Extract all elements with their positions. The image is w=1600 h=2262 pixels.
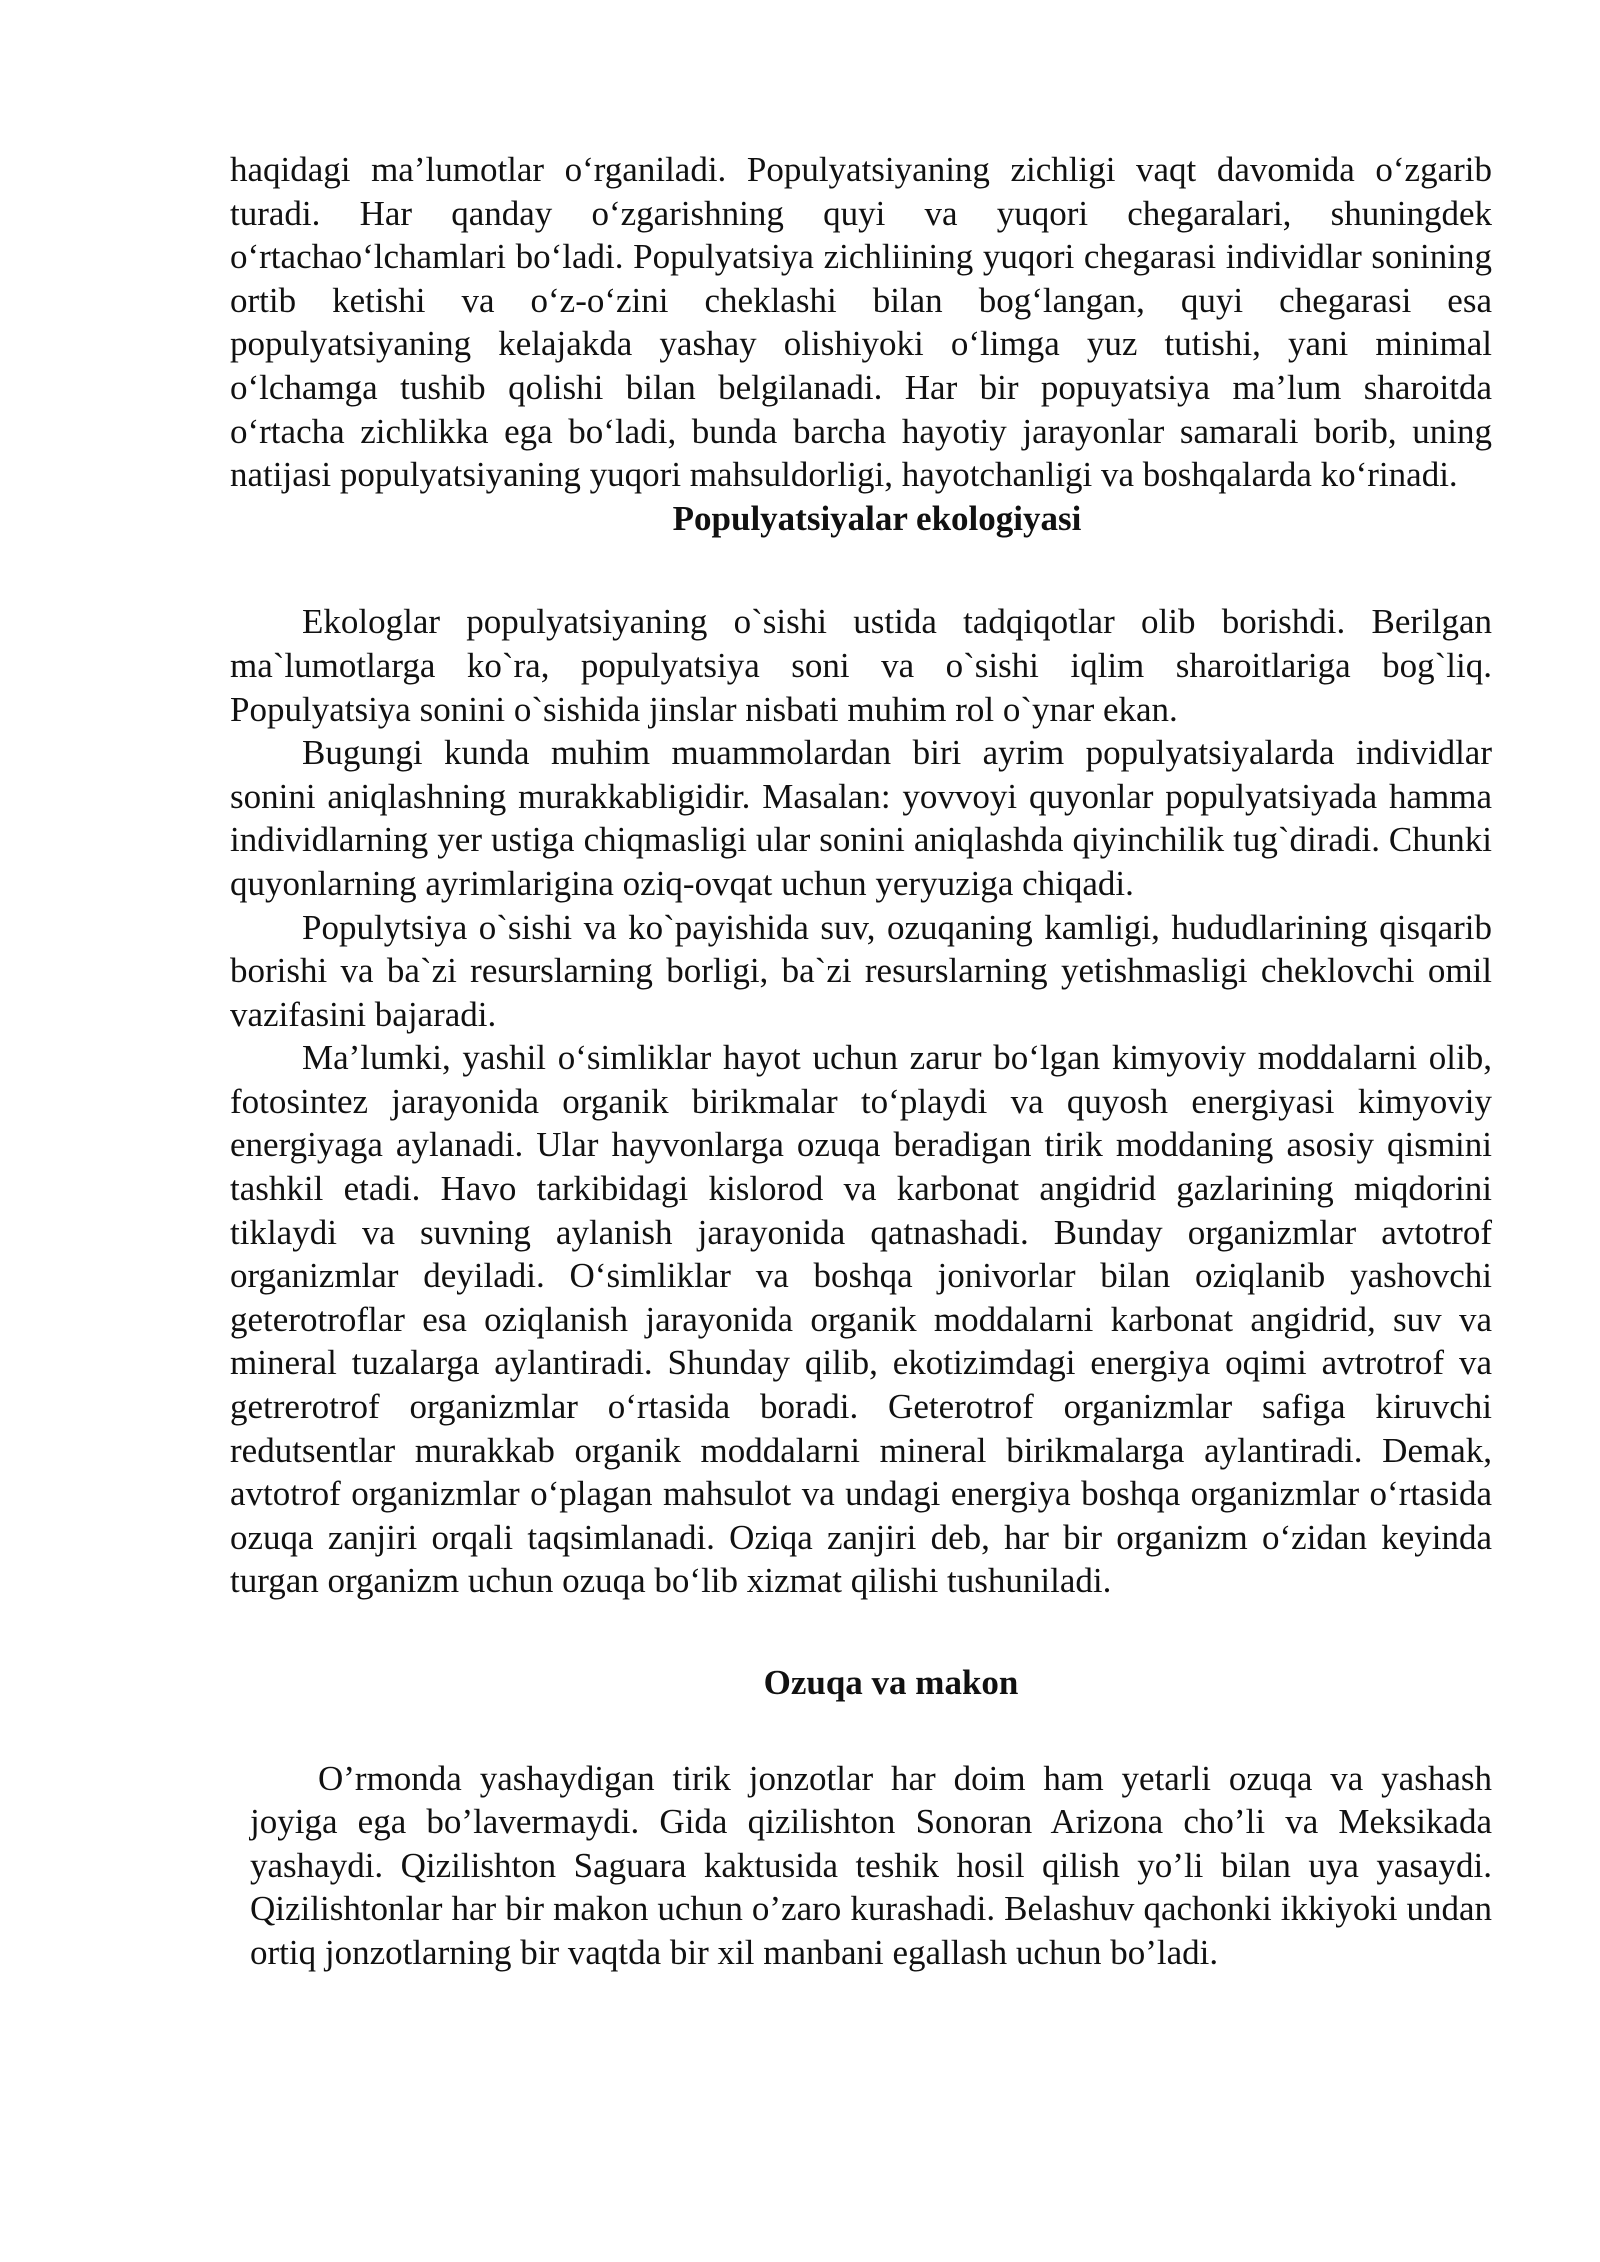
heading-food-and-habitat: Ozuqa va makon — [763, 1663, 1019, 1702]
paragraph-ecologists-research: Ekologlar populyatsiyaning o`sishi ustida tadqiqotlar olib borishdi. Berilgan ma`lumotlarga ko`ra, populyatsiya soni va o`sishi iqlim sharoitlariga bog`liq. Populyatsiya sonini o`sishida jinslar nisbati muhim rol o`ynar ekan. — [230, 602, 1492, 729]
document-page — [230, 148, 1492, 1975]
paragraph-limiting-factors: Populytsiya o`sishi va ko`payishida suv, ozuqaning kamligi, hududlarining qisqarib borishi va ba`zi resurslarning borligi, ba`zi resurslarning yetishmasligi cheklovchi omil vazifasini bajaradi. — [230, 907, 1492, 1034]
heading-population-ecology: Populyatsiyalar ekologiyasi — [672, 498, 1082, 538]
paragraph-forest-competition: O’rmonda yashaydigan tirik jonzotlar har doim ham yetarli ozuqa va yashash joyiga ega bo’lavermaydi. Gida qizilishton Sonoran Arizona cho’li va Meksikada yashaydi. Qizilishton Saguara kaktusida teshik hosil qilish yo’li bilan uya yasaydi. Qizilishtonlar har bir makon uchun o’zaro kurashadi. Belashuv qachonki ikkiyoki undan ortiq jonzotlarning bir vaqtda bir xil manbani egallash uchun bo’ladi. — [250, 1758, 1492, 1972]
paragraph-autotroph-heterotroph: Ma’lumki, yashil o‘simliklar hayot uchun zarur bo‘lgan kimyoviy moddalarni olib, fotosintez jarayonida organik birikmalar to‘playdi va quyosh energiyasi kimyoviy energiyaga aylanadi. Ular hayvonlarga ozuqa beradigan tirik moddaning asosiy qismini tashkil etadi. Havo tarkibidagi kislorod va karbonat angidrid gazlarining miqdorini tiklaydi va suvning aylanish jarayonida qatnashadi. Bunday organizmlar avtotrof organizmlar deyiladi. O‘simliklar va boshqa jonivorlar bilan oziqlanib yashovchi geterotroflar esa oziqlanish jarayonida organik moddalarni karbonat angidrid, suv va mineral tuzalarga aylantiradi. Shunday qilib, ekotizimdagi energiya oqimi avtrotrof va getrerotrof organizmlar o‘rtasida boradi. Geterotrof organizmlar safiga kiruvchi redutsentlar murakkab organik moddalarni mineral birikmalarga aylantiradi. Demak, avtotrof organizmlar o‘plagan mahsulot va undagi energiya boshqa organizmlar o‘rtasida ozuqa zanjiri orqali taqsimlanadi. Oziqa zanjiri deb, har bir organizm o‘zidan keyinda turgan organizm uchun ozuqa bo‘lib xizmat qilishi tushuniladi. — [230, 1038, 1492, 1601]
paragraph-counting-individuals: Bugungi kunda muhim muammolardan biri ayrim populyatsiyalarda individlar sonini aniqlashning murakkabligidir. Masalan: yovvoyi quyonlar populyatsiyada hamma individlarning yer ustiga chiqmasligi ular sonini aniqlashda qiyinchilik tug`diradi. Chunki quyonlarning ayrimlarigina oziq-ovqat uchun yeryuziga chiqadi. — [230, 733, 1492, 903]
paragraph-population-density: haqidagi ma’lumotlar o‘rganiladi. Populyatsiyaning zichligi vaqt davomida o‘zgarib turadi. Har qanday o‘zgarishning quyi va yuqori chegaralari, shuningdek o‘rtachao‘lchamlari bo‘ladi. Populyatsiya zichliining yuqori chegarasi individlar sonining ortib ketishi va o‘z-o‘zini cheklashi bilan bog‘langan, quyi chegarasi esa populyatsiyaning kelajakda yashay olishiyoki o‘limga yuz tutishi, yani minimal o‘lchamga tushib qolishi bilan belgilanadi. Har bir popuyatsiya ma’lum sharoitda o‘rtacha zichlikka ega bo‘ladi, bunda barcha hayotiy jarayonlar samarali borib, uning natijasi populyatsiyaning yuqori mahsuldorligi, hayotchanligi va boshqalarda ko‘rinadi. — [230, 150, 1492, 495]
